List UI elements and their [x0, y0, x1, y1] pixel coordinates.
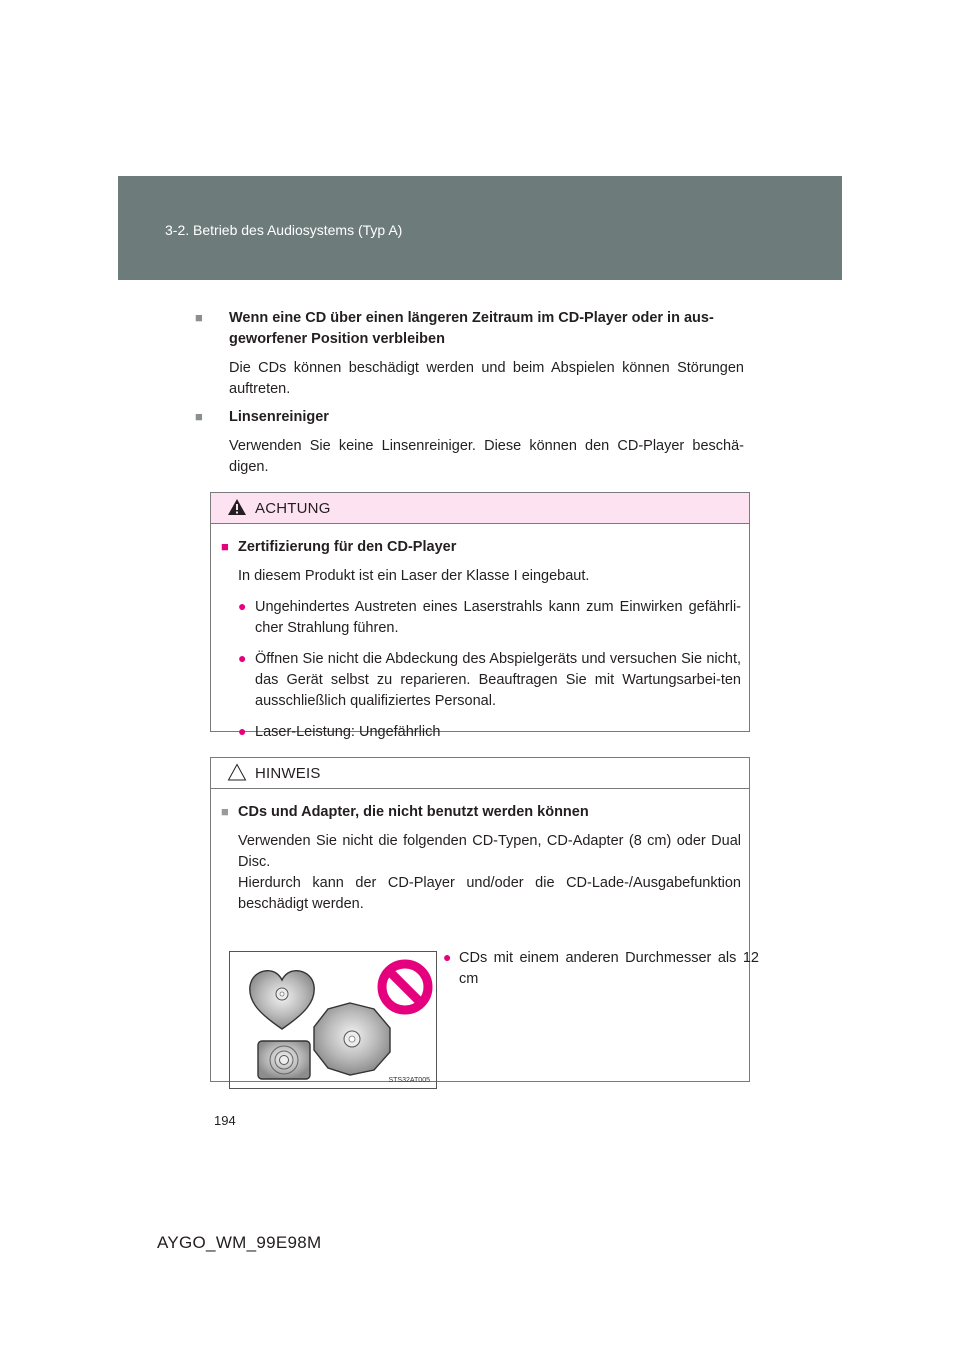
notice-box — [210, 757, 759, 1084]
caution-header — [211, 493, 749, 524]
square-bullet-icon: ■ — [221, 804, 229, 819]
dot-bullet-icon: ● — [238, 598, 247, 614]
notice-body — [211, 789, 759, 1084]
intro-text-1: Die CDs können beschädigt werden und beim Abspielen können Störungen auftreten. — [229, 360, 744, 397]
intro-text-2: Verwenden Sie keine Linsenreiniger. Diese können den CD-Player beschä-digen. — [229, 438, 744, 475]
caution-label: ACHTUNG — [255, 500, 331, 517]
unusable-cd-illustration — [230, 952, 436, 1088]
caution-bullet-1: ● Ungehindertes Austreten eines Laserstrahls kann zum Einwirken gefährli-cher Strahlung führen. — [238, 598, 741, 636]
caution-text: In diesem Produkt ist ein Laser der Klasse I eingebaut. — [238, 568, 590, 584]
caution-heading: ■ Zertifizierung für den CD-Player — [221, 536, 741, 558]
unusable-cd-figure — [229, 951, 437, 1089]
warning-triangle-filled-icon — [227, 498, 247, 516]
figure-code: STS32AT005 — [388, 1077, 430, 1084]
section-header-band — [118, 176, 842, 280]
notice-label: HINWEIS — [255, 765, 321, 782]
notice-heading: ■ CDs und Adapter, die nicht benutzt werden können — [221, 801, 741, 823]
caution-body — [211, 524, 749, 743]
section-title: 3-2. Betrieb des Audiosystems (Typ A) — [165, 222, 403, 238]
square-bullet-icon: ■ — [195, 310, 203, 325]
caution-bullet-2: ● Öffnen Sie nicht die Abdeckung des Abspielgeräts und versuchen Sie nicht, das Gerät selbst zu reparieren. Beauftragen Sie mit Wartungsarbei-ten ausschließlich qualifiziertes Personal. — [238, 650, 741, 709]
intro-heading-2: ■ Linsenreiniger — [212, 406, 744, 428]
dot-bullet-icon: ● — [238, 650, 247, 666]
notice-text-2: Hierdurch kann der CD-Player und/oder die CD-Lade-/Ausgabefunktion beschädigt werden. — [238, 875, 741, 912]
notice-side-bullet: ● CDs mit einem anderen Durchmesser als 12 cm — [443, 949, 759, 987]
dot-bullet-icon: ● — [238, 723, 247, 739]
notice-header — [211, 758, 749, 789]
notice-text-1: Verwenden Sie nicht die folgenden CD-Typen, CD-Adapter (8 cm) oder Dual Disc. — [238, 833, 741, 870]
warning-triangle-outline-icon — [227, 763, 247, 781]
page-number: 194 — [214, 1113, 236, 1128]
intro-heading-1: ■ Wenn eine CD über einen längeren Zeitraum im CD-Player oder in aus-geworfener Position verbleiben — [212, 307, 744, 350]
dot-bullet-icon: ● — [443, 949, 452, 965]
prohibited-icon — [382, 964, 428, 1010]
square-bullet-icon: ■ — [195, 409, 203, 424]
caution-bullet-3: ● Laser-Leistung: Ungefährlich — [238, 723, 441, 740]
caution-box — [210, 492, 750, 740]
document-code: AYGO_WM_99E98M — [157, 1233, 322, 1252]
square-bullet-icon: ■ — [221, 539, 229, 554]
intro-section — [195, 307, 744, 484]
